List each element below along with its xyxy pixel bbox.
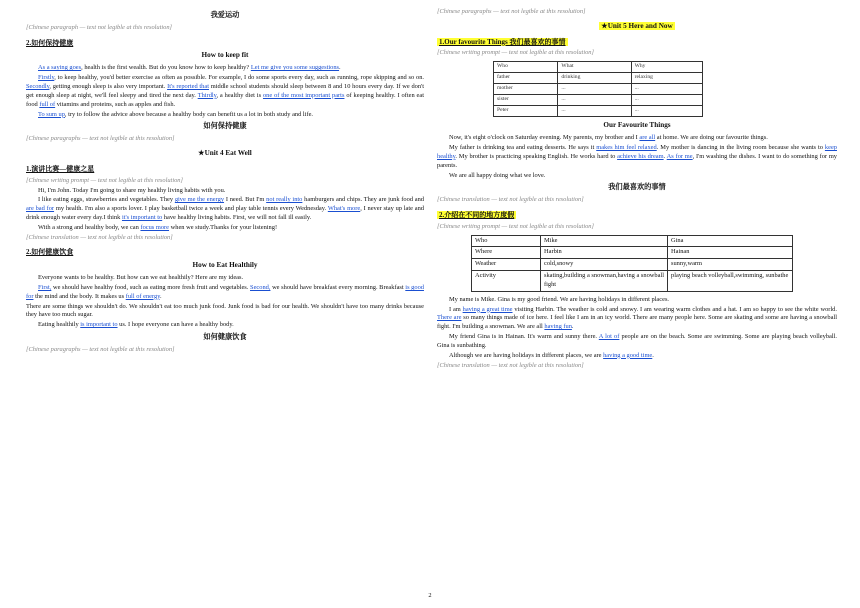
eat-paragraph-4 [26,321,424,330]
text: . [339,64,341,72]
table-cell: Weather [472,259,541,271]
chinese-paragraph-elided: [Chinese paragraph — text not legible at this resolution] [26,23,173,31]
page-number: 2 [428,592,432,599]
phrase-link: To sum up [38,110,65,118]
table-cell: cold,snowy [541,259,668,271]
holiday-paragraph-4 [437,352,837,361]
text: my health. I'm also a sports lover. I play basketball twice a week and play table tennis every Wednesday. [55,205,327,213]
table-row [494,84,703,95]
text: so many things made of ice here. I feel like I am in an icy world. There are many people here. Some are skating and some are having a snowball fight. I'm building a snowman. We are all [437,314,837,331]
phrase-link: It's reported that [167,83,209,91]
table-cell: sunny,warm [668,259,793,271]
table-row [472,271,793,292]
text: Eating healthily [38,321,79,329]
favourite-things-table [493,61,703,117]
phrase-link: keep healthy [437,144,837,160]
chinese-paragraph-elided: [Chinese paragraphs — text not legible at this resolution] [437,8,586,15]
table-cell: sister [494,95,558,106]
table-cell: mother [494,84,558,95]
holiday-table [471,235,793,292]
text: , try to follow the advice above because a healthy body can benefit us a lot in both study and life. [64,110,314,118]
chinese-title-favourite-things: 我们最喜欢的事情 [608,183,666,192]
phrase-link: are bad for [26,205,55,213]
keep-fit-paragraph-2 [26,74,424,109]
favourite-paragraph-1 [437,134,837,143]
chinese-translation-elided: [Chinese translation — text not legible at this resolution] [437,361,584,369]
keep-fit-paragraph-1 [26,64,424,73]
phrase-link: one of the most important parts [262,91,345,99]
phrase-link: full of energy [125,292,160,300]
table-cell: Who [472,235,541,247]
speech-paragraph-3 [26,224,424,233]
text: . My brother is practicing speaking English. He works hard to [455,152,616,160]
text: Now, it's eight o'clock on Saturday evening. My parents, my brother and I [449,134,638,142]
left-column [26,8,424,356]
table-row [472,247,793,259]
table-cell: father [494,73,558,84]
phrase-link: having a good time [603,351,653,359]
phrase-link: Secondly [26,83,50,91]
chinese-translation-elided: [Chinese translation — text not legible at this resolution] [26,233,173,241]
chinese-paragraph-elided: [Chinese paragraphs — text not legible at this resolution] [26,345,175,353]
table-cell: ... [558,106,631,117]
phrase-link: having fun [544,323,572,331]
text: . [652,351,654,359]
chinese-prompt-elided: [Chinese writing prompt — text not legible at this resolution] [26,176,183,184]
eat-paragraph-1: Everyone wants to be healthy. But how can we eat healthily? Here are my ideas. [38,274,244,282]
section-head-highlight: 2.介绍在不同的地方度假 [439,211,515,220]
speech-paragraph-2 [26,196,424,222]
favourite-paragraph-3: We are all happy doing what we love. [449,171,546,179]
chinese-paragraph-elided: [Chinese paragraphs — text not legible at this resolution] [26,135,175,143]
text: With a strong and healthy body, we can [38,223,139,231]
table-cell: ... [631,106,702,117]
table-cell: playing beach volleyball,swimming, sunbathe [668,271,793,292]
eat-paragraph-3: There are some things we shouldn't do. We shouldn't eat too much junk food. Junk food is bad for our health. We shouldn't have too many drinks because they have too much sugar. [26,302,424,319]
unit-5-title [437,22,837,32]
table-cell: relaxing [631,73,702,84]
phrase-link: not really into [266,196,303,204]
table-cell: Hainan [668,247,793,259]
title-how-to-keep-fit: How to keep fit [201,51,249,60]
table-row [494,106,703,117]
table-cell: ... [631,95,702,106]
phrase-link: A lot of [598,333,620,341]
phrase-link: give me the energy [174,196,225,204]
section-head-highlight: 1.Our favourite Things 我们最喜欢的事情 [439,37,566,46]
speech-paragraph-1: Hi, I'm John. Today I'm going to share my healthy living habits with you. [38,186,226,194]
holiday-paragraph-2 [437,306,837,332]
table-cell: ... [558,95,631,106]
holiday-paragraph-3 [437,333,837,351]
text: , getting enough sleep is also very important. [49,83,166,91]
chinese-title-keep-healthy: 如何保持健康 [203,122,247,131]
text: Although we are having holidays in different places, we are [449,351,602,359]
holiday-paragraph-1: My name is Mike. Gina is my good friend. We are having holidays in different places. [449,295,670,303]
section-head-keep-healthy: 2.如何保持健康 [26,38,74,47]
phrase-link: Thirdly [197,91,217,99]
phrase-link: it's important to [121,214,163,221]
phrase-link: As for me [666,152,693,160]
text: . My mother is dancing in the living room because she wants to [656,144,823,152]
table-cell: skating,building a snowman,having a snowball fight [541,271,668,292]
table-header-row [494,62,703,73]
text: I am [449,305,461,313]
title-our-favourite-things: Our Favourite Things [603,121,671,130]
chinese-prompt-elided: [Chinese writing prompt — text not legible at this resolution] [437,222,594,230]
unit-5-title-highlight: ★Unit 5 Here and Now [601,21,673,30]
text: visiting Harbin. The weather is cold and snowy. I am wearing warm clothes and a hat. I am so happy to see the white world. [514,305,837,313]
section-head-favourite-things [437,38,837,48]
phrase-link: are all [639,134,656,142]
table-cell: Harbin [541,247,668,259]
chinese-prompt-elided: [Chinese writing prompt — text not legible at this resolution] [437,49,594,57]
text: the mind and the body. It makes us [35,292,125,300]
text: we should have healthy food, such as eating more fresh fruit and vegetables. [52,283,249,291]
text: , health is the first wealth. But do you know how to keep healthy? [81,64,250,72]
phrase-link: is important to [80,321,118,329]
keep-fit-paragraph-3 [26,111,424,120]
text: middle school students should sleep between 8 and 10 hours every day. If we don't get enough sleep at night, we'll feel sleepy and tired the next day. [26,83,424,99]
section-head-eat-healthily: 2.如何健康饮食 [26,248,74,257]
phrase-link: As a saying goes [38,64,82,72]
text: , I never stay up late and drink enough water every day.I think [26,205,424,221]
text: at home. We are doing our favourite things. [656,134,768,142]
phrase-link: What's more [327,205,361,213]
table-row [472,235,793,247]
table-cell: Mike [541,235,668,247]
text: have healthy living habits. First, we will not fall ill easily. [163,214,312,221]
chinese-translation-elided: [Chinese translation — text not legible at this resolution] [437,196,584,204]
table-cell: ... [558,84,631,95]
text: , I'm washing the dishes. I want to do something for my parents. [437,152,837,169]
text: when we study.Thanks for your listening! [170,223,278,231]
phrase-link: Second, [250,283,271,291]
text: My father is drinking tea and eating desserts. He says it [449,144,595,152]
table-cell: Activity [472,271,541,292]
phrase-link: makes him feel relaxed [596,144,657,152]
table-cell: Peter [494,106,558,117]
phrase-link: Firstly [38,74,55,82]
table-header-cell: What [558,62,631,73]
phrase-link: achieve his dream [617,152,664,160]
title-i-love-sports: 我爱运动 [210,11,240,19]
phrase-link: full of [39,100,56,108]
chinese-title-eat-healthily: 如何健康饮食 [203,333,247,342]
table-row [472,259,793,271]
phrase-link: focus more [140,223,170,231]
title-how-to-eat-healthily: How to Eat Healthily [192,261,258,270]
phrase-link: is good for [26,283,424,300]
text: of keeping healthy. I often eat food [26,91,425,108]
text: . [571,323,574,331]
phrase-link: First, [38,283,52,291]
table-cell: drinking [558,73,631,84]
right-column [437,8,837,371]
table-header-cell: Why [631,62,702,73]
phrase-link: Let me give you some suggestions [250,64,340,72]
text: I like eating eggs, strawberries and vegetables. They [38,196,174,204]
text: us. I hope everyone can have a healthy body. [119,321,234,329]
text: , to keep healthy, you'd better exercise as often as possible. For example, I do some sports every day, such as running, rope skipping and so on. [54,74,424,82]
section-head-holidays [437,211,837,221]
table-header-cell: Who [494,62,558,73]
phrase-link: having a great time [462,305,513,313]
text: vitamins and proteins, such as apples and fish. [56,100,176,108]
text: we should have breakfast every morning. Breakfast [272,283,404,291]
favourite-paragraph-2 [437,144,837,170]
table-row [494,95,703,106]
table-cell: Where [472,247,541,259]
table-row [494,73,703,84]
text: people are on the beach. Some are swimming. Some are playing beach volleyball. Gina is sunbathing. [437,333,837,349]
text: My friend Gina is in Hainan. It's warm and sunny there. [449,333,598,341]
table-cell: ... [631,84,702,95]
phrase-link: There are [437,314,462,322]
table-cell: Gina [668,235,793,247]
text: hamburgers and chips. They are junk food and [304,196,425,204]
section-head-speech-contest: 1.演讲比赛—健康之星 [26,165,95,174]
unit-4-title: ★Unit 4 Eat Well [198,149,252,158]
text: . [663,152,666,160]
text: I need. But I'm [225,196,265,204]
text: , a healthy diet is [216,91,262,99]
text: . [159,292,162,300]
eat-paragraph-2 [26,284,424,302]
